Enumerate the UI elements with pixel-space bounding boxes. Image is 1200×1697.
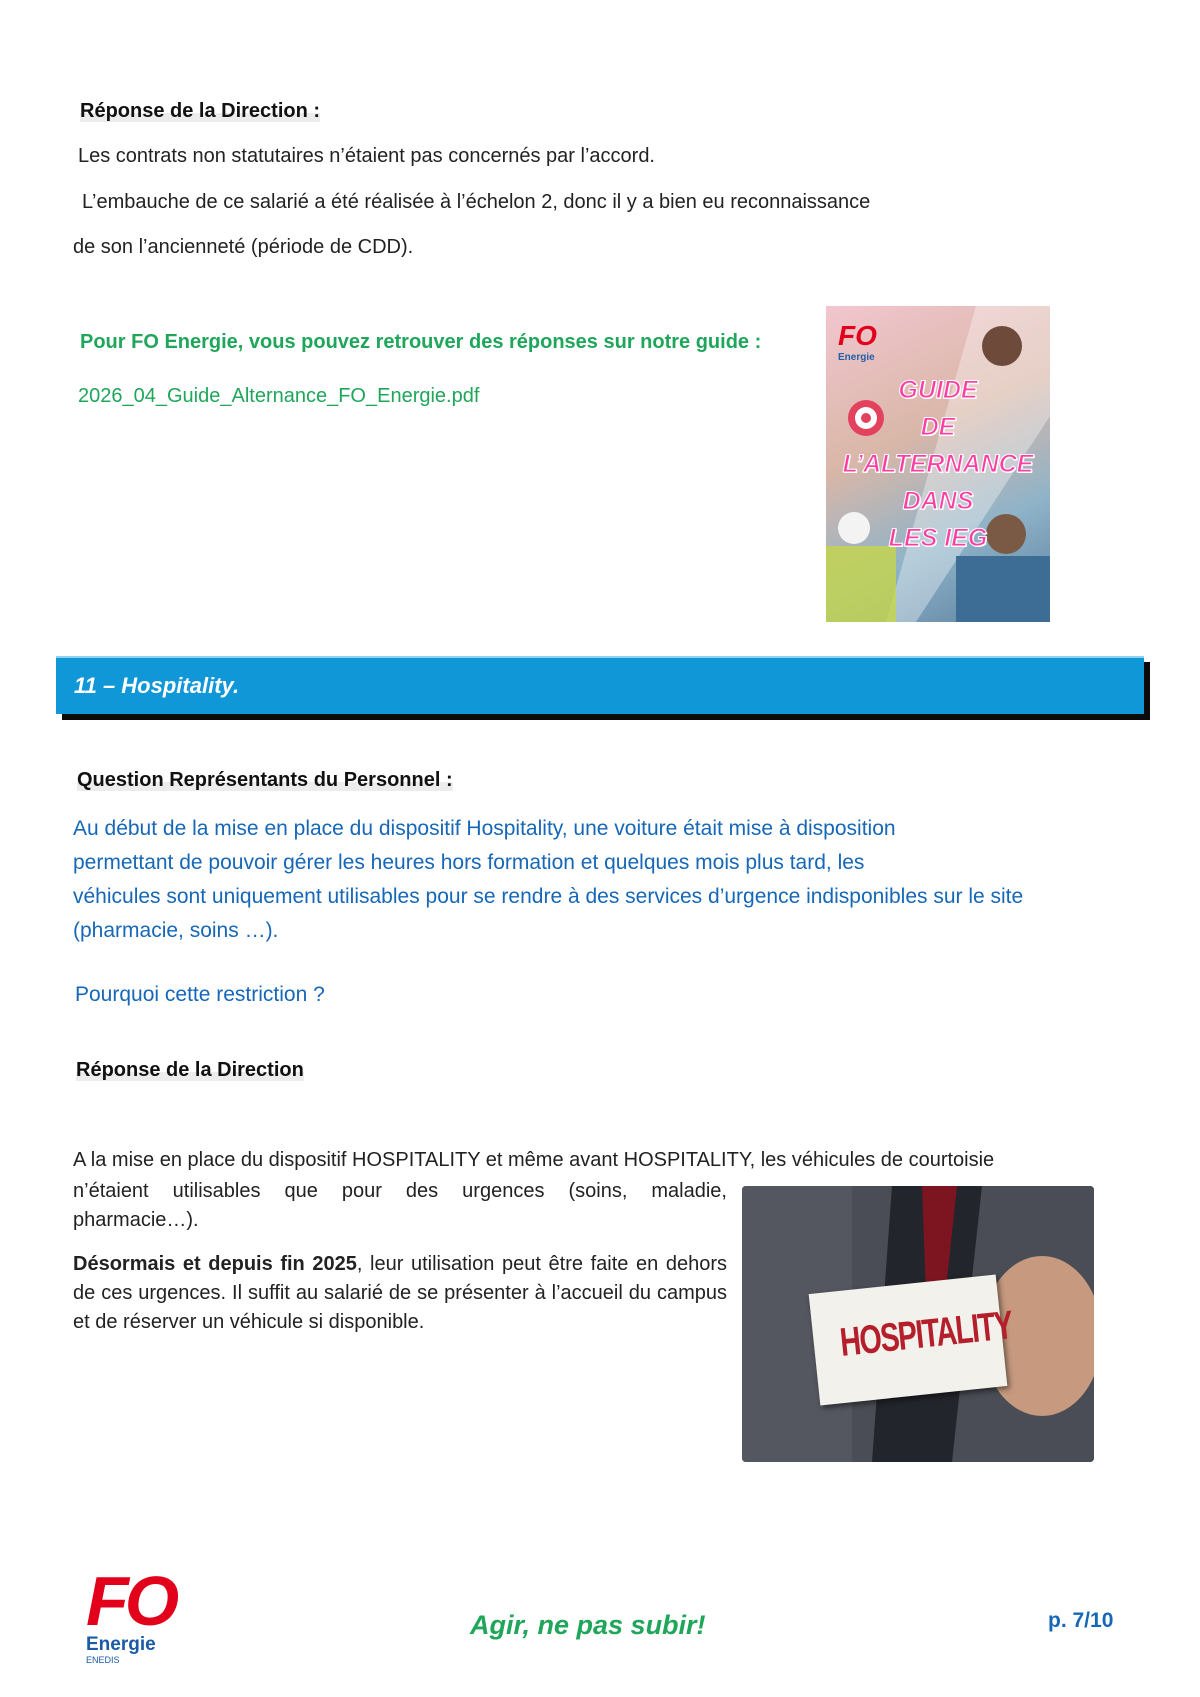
answer-rest: , leur utilisation peut être faite en dehors de ces urgences. Il suffit au salarié de se présenter à l’accueil du campus et de réserver un véhicule si disponible. xyxy=(73,1253,727,1333)
guide-cover-image[interactable] xyxy=(826,306,1050,622)
answer-update-paragraph xyxy=(73,1250,727,1337)
fo-logo: FO xyxy=(86,1562,176,1640)
question-line: permettant de pouvoir gérer les heures hors formation et quelques mois plus tard, les xyxy=(73,851,865,874)
cover-fo-logo: FO Energie xyxy=(838,320,877,363)
question-line: (pharmacie, soins …). xyxy=(73,919,279,942)
question-line: véhicules sont uniquement utilisables pour se rendre à des services d’urgence indisponibles sur le site xyxy=(73,885,1024,908)
fo-logo-enedis: ENEDIS xyxy=(86,1655,120,1665)
section-header-bar xyxy=(56,656,1144,714)
hospitality-card xyxy=(809,1274,1015,1405)
answer-line-2: n’étaient utilisables que pour des urgences (soins, maladie, pharmacie…). xyxy=(73,1180,727,1231)
question-heading: Question Représentants du Personnel : xyxy=(77,769,453,791)
card-text: HOSPITALITY xyxy=(837,1303,1015,1365)
footer-slogan: Agir, ne pas subir! xyxy=(470,1610,706,1640)
question-body xyxy=(73,812,1153,948)
hospitality-photo xyxy=(742,1186,1094,1462)
answer-line-1: A la mise en place du dispositif HOSPITALITY et même avant HOSPITALITY, les véhicules de courtoisie xyxy=(73,1149,995,1171)
previous-answer-line-3: de son l’ancienneté (période de CDD). xyxy=(73,236,414,258)
question-ask: Pourquoi cette restriction ? xyxy=(75,983,325,1006)
section-title: 11 – Hospitality. xyxy=(74,673,240,698)
fo-guide-note: Pour FO Energie, vous pouvez retrouver des réponses sur notre guide : xyxy=(80,331,762,353)
previous-answer-heading: Réponse de la Direction : xyxy=(80,100,321,122)
guide-link[interactable]: 2026_04_Guide_Alternance_FO_Energie.pdf xyxy=(78,385,480,407)
fo-logo-energie: Energie xyxy=(86,1634,156,1655)
answer-bold-lead: Désormais et depuis fin 2025 xyxy=(73,1253,357,1275)
question-line: Au début de la mise en place du dispositif Hospitality, une voiture était mise à disposition xyxy=(73,817,896,840)
cover-title: GUIDE DE L’ALTERNANCE DANS LES IEG xyxy=(842,376,1034,552)
previous-answer-line-2: L’embauche de ce salarié a été réalisée à l’échelon 2, donc il y a bien eu reconnaissance xyxy=(82,191,871,213)
answer-heading: Réponse de la Direction xyxy=(76,1059,304,1081)
previous-answer-line-1: Les contrats non statutaires n’étaient pas concernés par l’accord. xyxy=(78,145,655,167)
page-number: p. 7/10 xyxy=(1048,1609,1114,1632)
